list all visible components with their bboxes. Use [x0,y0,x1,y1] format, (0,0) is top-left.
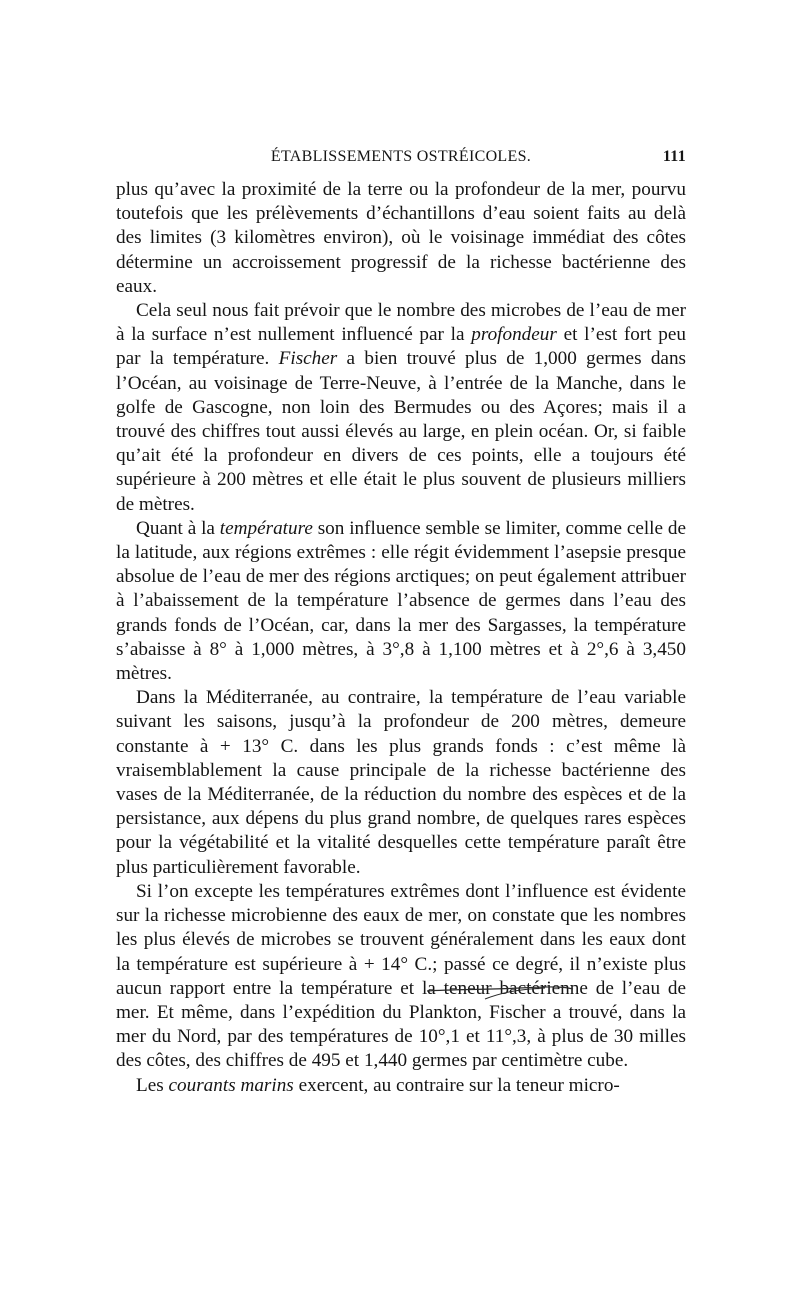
paragraph-3-text-a: Quant à la [136,517,220,539]
italic-term-courants-marins: courants marins [168,1074,294,1096]
paragraph-6-text-b: exercent, au contraire sur la teneur micro- [293,1074,620,1096]
paragraph-4 [116,686,686,880]
italic-term-profondeur: profondeur [471,324,557,346]
paragraph-2-text-c: a bien trouvé plus de 1,000 germes dans l’Océan, au voisinage de Terre-Neuve, à l’entrée de la Manche, dans le golfe de Gascogne, non loin des Bermudes ou des Açores; mais il a trouvé des chiffres tout aussi élevés au large, en plein océan. Or, si faible qu’ait été la profondeur en divers de ces points, elle a toujours été supérieure à 200 mètres et elle était le plus souvent de plusieurs milliers de mètres. [116,348,686,515]
paragraph-1 [116,178,686,299]
paragraph-6-text-a: Les [136,1074,169,1096]
body-text [116,178,686,1098]
paragraph-2 [116,299,686,517]
paragraph-2-text-b: et l’est fort peu par la température. [116,324,686,370]
running-header [116,148,686,174]
italic-term-temperature: température [219,517,313,539]
paragraph-3-text-b: son influence semble se limiter, comme celle de la latitude, aux régions extrêmes : elle régit évidemment l’asepsie presque absolue de l’eau de mer des régions arctiques; on peut également attribuer à l’abaissement de la température l’absence de germes dans l’eau des grands fonds de l’Océan, car, dans la mer des Sargasses, la température s’abaisse à 8° à 1,000 mètres, à 3°,8 à 1,100 mètres et à 2°,6 à 3,450 mètres. [116,517,686,685]
paragraph-6 [116,1074,686,1098]
italic-name-fischer: Fischer [278,348,338,370]
running-title: ÉTABLISSEMENTS OSTRÉICOLES. [270,148,532,165]
page-number: 111 [662,148,686,165]
paragraph-3 [116,517,686,686]
paragraph-5 [116,880,686,1074]
paragraph-4-text: Dans la Méditerranée, au contraire, la température de l’eau variable suivant les saisons, jusqu’à la profondeur de 200 mètres, demeure constante à + 13° C. dans les plus grands fonds : c’est même là vraisemblablement la cause principale de la richesse bactérienne des vases de la Méditerranée, de la réduction du nombre des espèces et de la persistance, aux dépens du plus grand nombre, de quelques rares espèces pour la végétabilité et la vitalité desquelles cette température paraît être plus particulièrement favorable. [116,687,686,878]
page [116,148,686,1098]
paragraph-1-text: plus qu’avec la proximité de la terre ou la profondeur de la mer, pourvu toutefois que les prélèvements d’échantillons d’eau soient faits au delà des limites (3 kilomètres environ), où le voisinage immédiat des côtes détermine un accroissement progressif de la richesse bactérienne des eaux. [116,179,686,297]
paragraph-5-text: Si l’on excepte les températures extrêmes dont l’influence est évidente sur la richesse microbienne des eaux de mer, on constate que les nombres les plus élevés de microbes se trouvent généralement dans les eaux dont la température est supérieure à + 14° C.; passé ce degré, il n’existe plus aucun rapport entre la température et la teneur bactérienne de l’eau de mer. Et même, dans l’expédition du Plankton, Fischer a trouvé, dans la mer du Nord, par des températures de 10°,1 et 11°,3, à plus de 30 milles des côtes, des chiffres de 495 et 1,440 germes par centimètre cube. [116,880,686,1072]
paragraph-2-text-a: Cela seul nous fait prévoir que le nombre des microbes de l’eau de mer à la surface n’est nullement influencé par la [116,300,686,346]
